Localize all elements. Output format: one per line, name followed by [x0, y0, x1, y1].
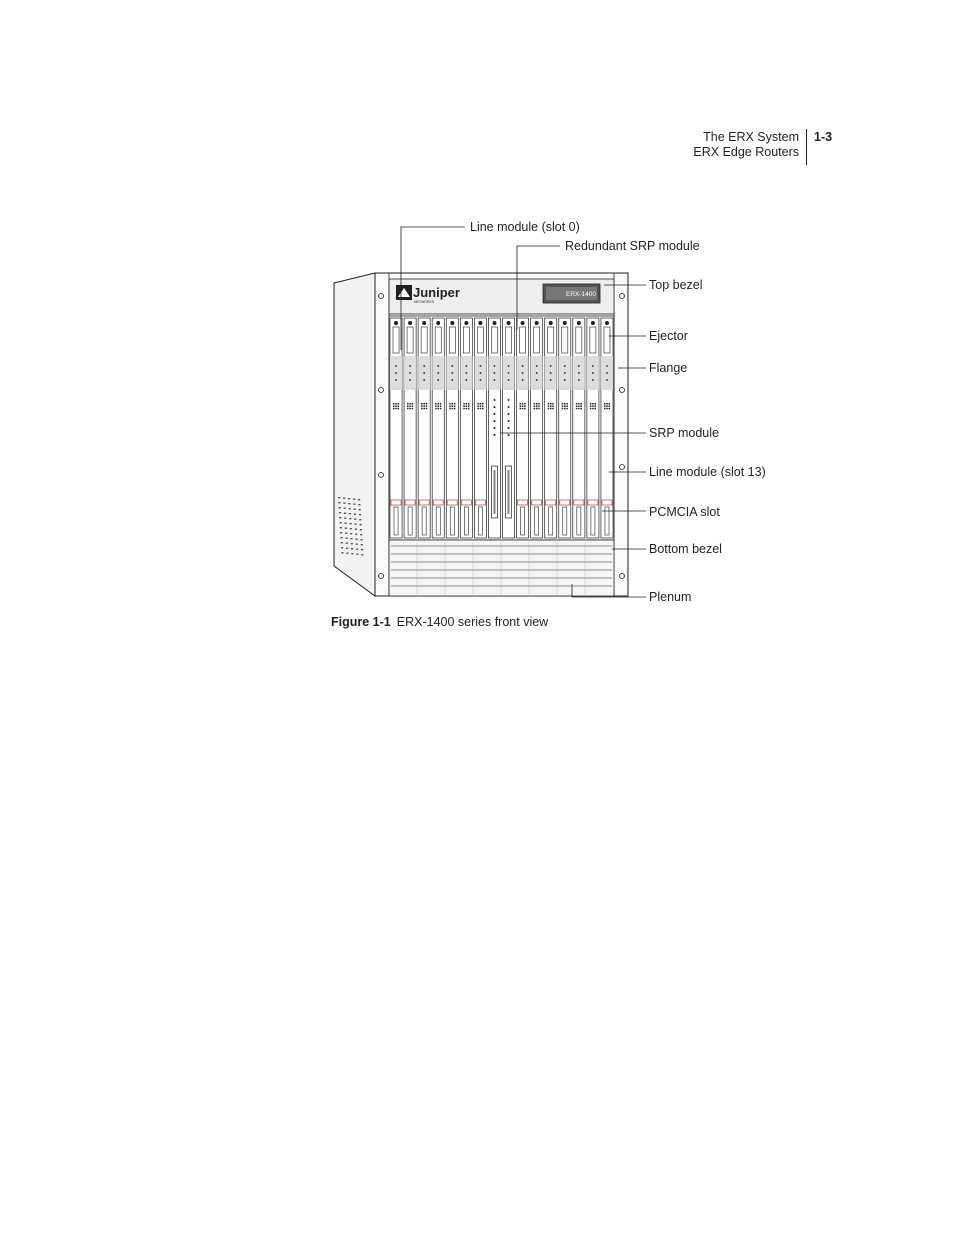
line-module-slot [418, 318, 430, 538]
line-module-slot [587, 318, 599, 538]
label-line-module-slot13: Line module (slot 13) [649, 465, 766, 479]
figure-caption [331, 615, 548, 629]
chassis-side-panel [334, 273, 375, 596]
label-pcmcia-slot: PCMCIA slot [649, 505, 720, 519]
figure-caption-text: ERX-1400 series front view [396, 615, 549, 629]
line-module-slot [432, 318, 444, 538]
line-module-slot [559, 318, 571, 538]
srp-slot [488, 318, 500, 538]
running-header-section: The ERX System [703, 130, 799, 144]
brand-sub: NETWORKS [414, 300, 435, 304]
srp-slot [503, 318, 515, 538]
line-module-slot [517, 318, 529, 538]
model-badge-text: ERX-1400 [566, 291, 596, 298]
label-top-bezel: Top bezel [649, 278, 703, 292]
label-bottom-bezel: Bottom bezel [649, 542, 722, 556]
bottom-bezel [389, 540, 614, 596]
line-module-slot [474, 318, 486, 538]
figure-number: Figure 1-1 [331, 615, 391, 629]
line-module-slot [446, 318, 458, 538]
line-module-slot [404, 318, 416, 538]
line-module-slot [390, 318, 402, 538]
line-module-slot [545, 318, 557, 538]
label-flange: Flange [649, 361, 688, 375]
line-module-slot [601, 318, 613, 538]
line-module-slot [531, 318, 543, 538]
running-header-chapter: ERX Edge Routers [693, 145, 799, 159]
label-plenum: Plenum [649, 590, 692, 604]
label-redundant-srp: Redundant SRP module [565, 239, 700, 253]
page-number: 1-3 [814, 130, 833, 144]
label-ejector: Ejector [649, 329, 688, 343]
brand-name: Juniper [413, 285, 460, 300]
label-line-module-slot0: Line module (slot 0) [470, 220, 580, 234]
line-module-slot [460, 318, 472, 538]
line-module-slot [573, 318, 585, 538]
label-srp-module: SRP module [649, 426, 719, 440]
